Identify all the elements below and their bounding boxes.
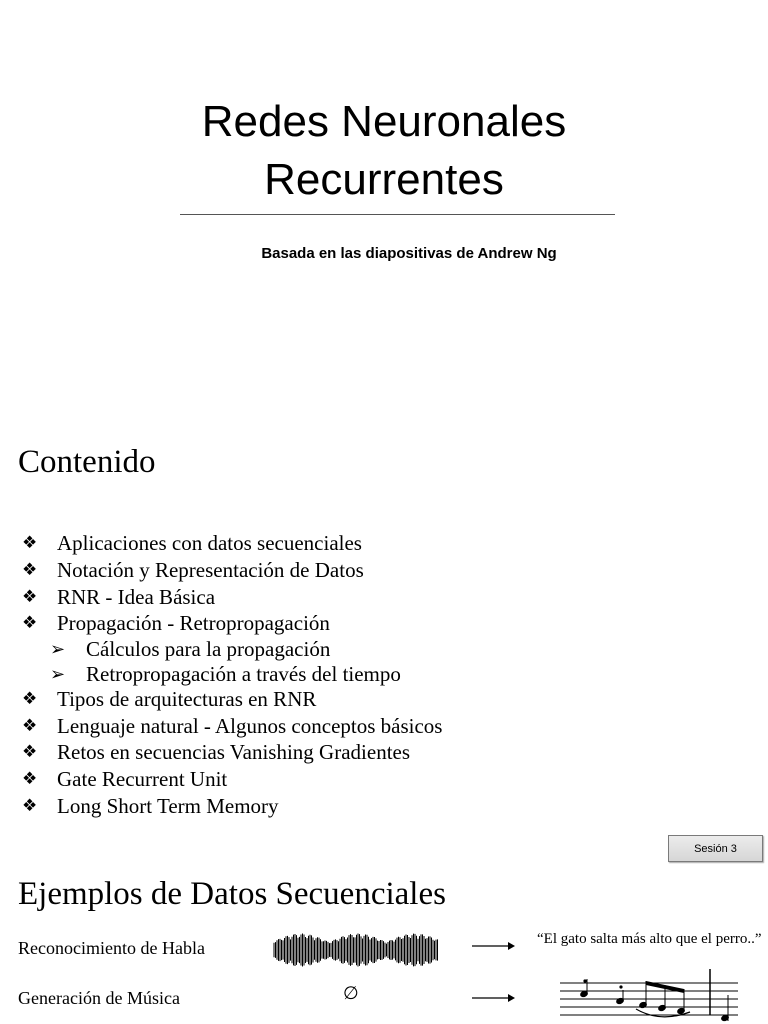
empty-set-input: ∅	[343, 983, 359, 1003]
contents-item	[22, 766, 442, 793]
diamond-bullet-icon: ❖	[22, 795, 38, 815]
session-button-label: Sesión 3	[694, 842, 737, 855]
contents-list	[22, 530, 442, 819]
contents-heading: Contenido	[18, 444, 156, 480]
contents-item	[22, 557, 442, 584]
title-line-2: Recurrentes	[264, 155, 504, 204]
contents-item	[22, 530, 442, 557]
music-generation-label: Generación de Música	[18, 988, 180, 1008]
contents-item-label: Gate Recurrent Unit	[57, 767, 228, 792]
slide-subtitle: Basada en las diapositivas de Andrew Ng	[261, 245, 557, 262]
diamond-bullet-icon: ❖	[22, 613, 38, 633]
diamond-bullet-icon: ❖	[22, 715, 38, 735]
contents-item-label: Aplicaciones con datos secuenciales	[57, 531, 362, 556]
contents-subitem	[22, 637, 442, 662]
contents-item	[22, 793, 442, 820]
contents-item-label: Tipos de arquitecturas en RNR	[57, 687, 317, 712]
contents-item	[22, 686, 442, 713]
contents-item-label: RNR - Idea Básica	[57, 584, 216, 609]
diamond-bullet-icon: ❖	[22, 533, 38, 553]
contents-item-label: Cálculos para la propagación	[86, 637, 331, 661]
right-arrow-icon	[472, 992, 516, 1004]
contents-item	[22, 739, 442, 766]
speech-transcript: “El gato salta más alto que el perro..”	[537, 931, 762, 947]
slide-title	[0, 93, 768, 209]
diamond-bullet-icon: ❖	[22, 689, 38, 709]
arrowhead-bullet-icon: ➢	[50, 663, 66, 684]
title-line-1: Redes Neuronales	[201, 97, 567, 146]
contents-item-label: Retropropagación a través del tiempo	[86, 661, 401, 686]
diamond-bullet-icon: ❖	[22, 769, 38, 789]
contents-item	[22, 712, 442, 739]
diamond-bullet-icon: ❖	[22, 742, 38, 762]
audio-waveform-icon	[272, 918, 440, 982]
speech-recognition-label: Reconocimiento de Habla	[18, 938, 205, 958]
contents-item-label: Propagación - Retropropagación	[57, 611, 330, 636]
contents-item-label: Long Short Term Memory	[57, 793, 279, 818]
contents-subitem	[22, 661, 442, 686]
right-arrow-icon	[472, 940, 516, 952]
diamond-bullet-icon: ❖	[22, 586, 38, 606]
arrowhead-bullet-icon: ➢	[50, 639, 66, 659]
contents-item	[22, 583, 442, 610]
title-divider	[180, 214, 615, 215]
music-notation-icon	[560, 965, 740, 1024]
diamond-bullet-icon: ❖	[22, 560, 38, 580]
contents-item-label: Lenguaje natural - Algunos conceptos básicos	[57, 713, 443, 738]
contents-item-label: Notación y Representación de Datos	[57, 558, 364, 583]
examples-heading: Ejemplos de Datos Secuenciales	[18, 876, 446, 912]
session-3-button[interactable]	[668, 835, 763, 862]
contents-item-label: Retos en secuencias Vanishing Gradientes	[57, 740, 411, 765]
contents-item	[22, 610, 442, 637]
